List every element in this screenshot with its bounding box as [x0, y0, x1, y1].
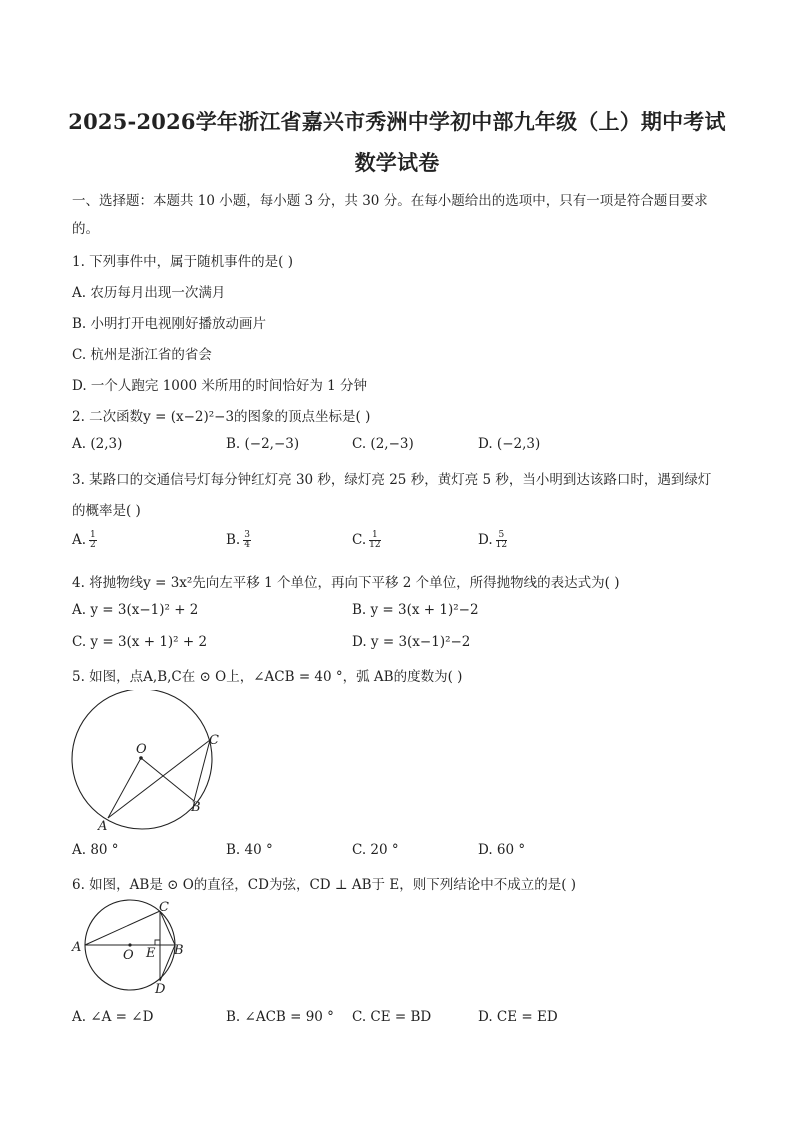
q6-label-B: B — [174, 943, 184, 958]
q5-segment-CB — [194, 740, 210, 801]
q5-option-b: B. 40 ° — [226, 842, 273, 858]
q3-option-a-label: A. — [72, 532, 87, 548]
q6-circle-figure — [66, 896, 196, 998]
q6-stem: 6. 如图，AB是 ⊙ O的直径，CD为弦，CD ⊥ AB于 E，则下列结论中不成立的是( ) — [72, 877, 577, 893]
q6-right-angle-mark — [155, 940, 160, 945]
q5-circle-figure — [66, 690, 236, 835]
q4-option-a: A. y = 3(x−1)² + 2 — [72, 602, 199, 618]
section-intro: 一、选择题：本题共 10 小题，每小题 3 分，共 30 分。在每小题给出的选项中，只有一项是符合题目要求 — [72, 193, 708, 209]
q6-segment-BD — [160, 945, 175, 981]
q2-option-d: D. (−2,3) — [478, 436, 541, 452]
q4-stem: 4. 将抛物线y = 3x²先向左平移 1 个单位，再向下平移 2 个单位，所得抛物线的表达式为( ) — [72, 575, 620, 591]
exam-subtitle: 数学试卷 — [354, 150, 440, 175]
q3-option-a — [72, 531, 97, 550]
q5-label-A: A — [98, 819, 108, 834]
q5-label-O: O — [136, 742, 147, 757]
section-intro-cont: 的。 — [72, 221, 99, 237]
q2-option-b: B. (−2,−3) — [226, 436, 300, 452]
exam-title: 2025-2026学年浙江省嘉兴市秀洲中学初中部九年级（上）期中考试 — [68, 109, 726, 134]
q3-option-b-fraction: $\frac{3}{4}$ — [244, 530, 250, 550]
q3-option-a-fraction: $\frac{1}{2}$ — [90, 530, 96, 550]
q6-segment-CB — [160, 911, 175, 945]
q6-label-E: E — [146, 946, 156, 961]
q6-option-a: A. ∠A = ∠D — [72, 1009, 154, 1025]
q4-option-c: C. y = 3(x + 1)² + 2 — [72, 634, 208, 650]
q3-option-d — [478, 531, 507, 550]
q5-segment-OA — [108, 758, 141, 818]
q3-option-b — [226, 531, 251, 550]
q5-segment-OB — [141, 758, 194, 801]
q6-segment-AC — [85, 911, 160, 945]
q3-option-c-label: C. — [352, 532, 367, 548]
q3-option-d-label: D. — [478, 532, 493, 548]
q1-option-d: D. 一个人跑完 1000 米所用的时间恰好为 1 分钟 — [72, 378, 368, 394]
q5-label-B: B — [191, 800, 201, 815]
q1-option-a: A. 农历每月出现一次满月 — [72, 285, 226, 301]
q6-center-dot — [128, 943, 131, 946]
q6-option-c: C. CE = BD — [352, 1009, 432, 1025]
q6-label-A: A — [72, 940, 82, 955]
q2-stem: 2. 二次函数y = (x−2)²−3的图象的顶点坐标是( ) — [72, 409, 371, 425]
q3-option-c-fraction: $\frac{1}{12}$ — [369, 530, 381, 550]
q6-option-d: D. CE = ED — [478, 1009, 558, 1025]
q5-option-c: C. 20 ° — [352, 842, 399, 858]
q5-option-d: D. 60 ° — [478, 842, 526, 858]
q3-stem: 3. 某路口的交通信号灯每分钟红灯亮 30 秒，绿灯亮 25 秒，黄灯亮 5 秒，当小明到达该路口时，遇到绿灯 — [72, 472, 712, 488]
q6-option-b: B. ∠ACB = 90 ° — [226, 1009, 334, 1025]
q5-label-C: C — [209, 733, 219, 748]
q3-stem-cont: 的概率是( ) — [72, 503, 141, 519]
q1-stem: 1. 下列事件中，属于随机事件的是( ) — [72, 254, 293, 270]
q3-option-b-label: B. — [226, 532, 241, 548]
q3-option-d-fraction: $\frac{5}{12}$ — [495, 530, 508, 550]
q1-option-b: B. 小明打开电视刚好播放动画片 — [72, 316, 267, 332]
q6-label-D: D — [155, 982, 166, 997]
q2-option-a: A. (2,3) — [72, 436, 123, 452]
q2-option-c: C. (2,−3) — [352, 436, 414, 452]
q6-label-O: O — [123, 948, 134, 963]
q5-stem: 5. 如图，点A,B,C在 ⊙ O上，∠ACB = 40 °，弧 AB的度数为( ) — [72, 669, 463, 685]
q3-option-c — [352, 531, 381, 550]
q4-option-d: D. y = 3(x−1)²−2 — [352, 634, 471, 650]
q5-option-a: A. 80 ° — [72, 842, 119, 858]
q6-label-C: C — [159, 900, 169, 915]
q1-option-c: C. 杭州是浙江省的省会 — [72, 347, 212, 363]
q4-option-b: B. y = 3(x + 1)²−2 — [352, 602, 479, 618]
